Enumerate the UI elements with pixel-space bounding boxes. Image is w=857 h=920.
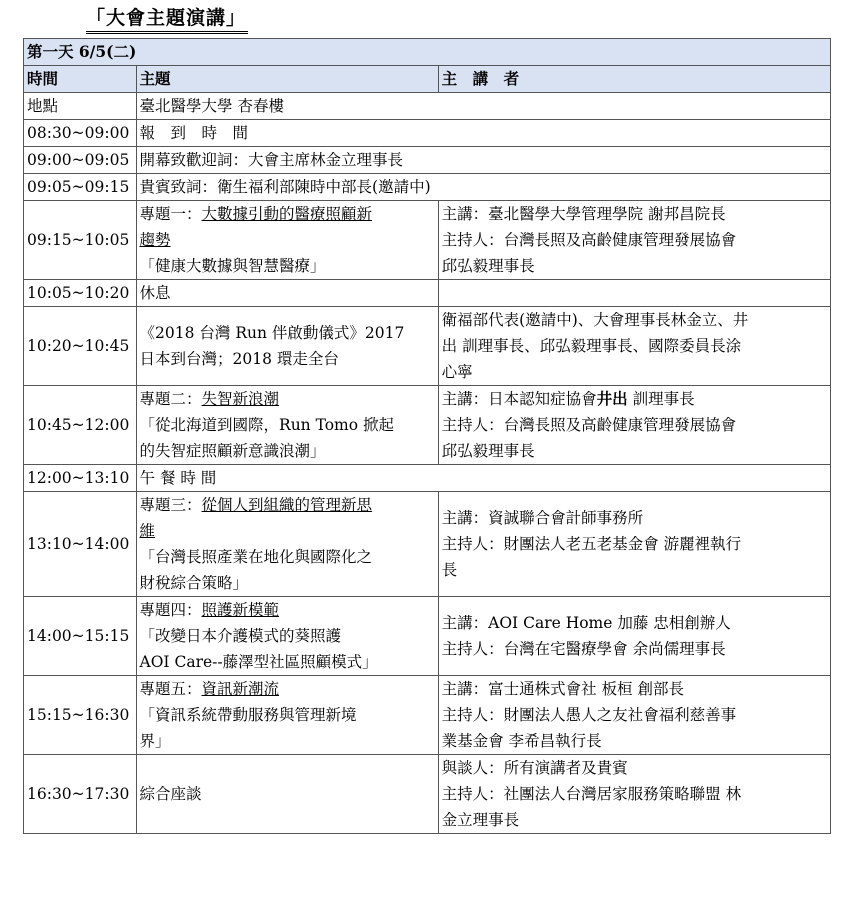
venue-label: 地點 — [24, 93, 137, 120]
topic-title: 資訊新潮流 — [201, 680, 280, 698]
speaker-line: 長 — [441, 561, 458, 579]
speaker-line: 主持人：社團法人台灣居家服務策略聯盟 林 — [441, 785, 742, 803]
row-time: 10:05~10:20 — [24, 280, 137, 307]
row-time: 15:15~16:30 — [24, 676, 137, 755]
topic-text: 綜合座談 — [139, 785, 202, 803]
schedule-row — [24, 386, 831, 465]
schedule-row — [24, 597, 831, 676]
topic-subtitle: 「改變日本介護模式的葵照護 — [139, 627, 342, 645]
topic-title: 維 — [139, 522, 156, 540]
day-header-row — [24, 39, 831, 66]
speaker-line: 主持人：台灣在宅醫療學會 余尚儒理事長 — [441, 640, 726, 658]
schedule-row — [24, 492, 831, 597]
topic-title-line — [140, 597, 435, 623]
schedule-row — [24, 174, 831, 201]
speaker-line: 出 訓理事長、邱弘毅理事長、國際委員長涂 — [441, 337, 742, 355]
row-speaker — [438, 307, 830, 386]
speaker-line: 金立理事長 — [441, 811, 520, 829]
topic-text: 貴賓致詞：衛生福利部陳時中部長(邀請中) — [139, 178, 431, 196]
column-header-topic: 主題 — [136, 66, 438, 93]
speaker-name: 井出 — [596, 389, 628, 408]
row-topic — [136, 307, 438, 386]
schedule-row — [24, 147, 831, 174]
row-topic — [136, 386, 438, 465]
speaker-line: 主講：富士通株式會社 板桓 創部長 — [441, 680, 684, 698]
row-topic — [136, 280, 438, 307]
topic-title-line — [140, 676, 435, 702]
speaker-line: 與談人：所有演講者及貴賓 — [441, 759, 628, 777]
topic-subtitle: 「資訊系統帶動服務與管理新境 — [139, 706, 357, 724]
schedule-row — [24, 307, 831, 386]
speaker-line: 業基金會 李希昌執行長 — [441, 732, 602, 750]
row-topic — [136, 597, 438, 676]
row-speaker — [438, 280, 830, 307]
row-time: 09:15~10:05 — [24, 201, 137, 280]
topic-title-line — [140, 518, 435, 544]
day-header: 第一天 6/5(二) — [24, 39, 831, 66]
topic-subtitle: 「從北海道到國際，Run Tomo 掀起 — [139, 416, 395, 434]
speaker-line: 主持人：財團法人愚人之友社會福利慈善事 — [441, 706, 737, 724]
row-time: 14:00~15:15 — [24, 597, 137, 676]
schedule-row — [24, 676, 831, 755]
topic-text: 午 餐 時 間 — [139, 469, 217, 487]
schedule-table — [23, 38, 831, 834]
row-time: 16:30~17:30 — [24, 755, 137, 834]
topic-title-line — [140, 227, 435, 253]
speaker-line — [442, 386, 827, 412]
row-speaker — [438, 492, 830, 597]
topic-prefix: 專題二： — [139, 390, 202, 408]
row-topic — [136, 465, 830, 492]
topic-subtitle: 界」 — [139, 732, 171, 750]
speaker-line: 主講：AOI Care Home 加藤 忠相創辦人 — [441, 614, 731, 632]
schedule-row — [24, 755, 831, 834]
speaker-line: 主持人：財團法人老五老基金會 游麗裡執行 — [441, 535, 742, 553]
topic-text: 休息 — [139, 284, 171, 302]
topic-title: 從個人到組織的管理新思 — [201, 496, 373, 514]
schedule-row — [24, 280, 831, 307]
topic-subtitle: 「台灣長照產業在地化與國際化之 — [139, 548, 373, 566]
speaker-line: 邱弘毅理事長 — [441, 442, 535, 460]
schedule-row — [24, 120, 831, 147]
topic-subtitle: AOI Care--藤澤型社區照顧模式」 — [139, 653, 378, 671]
speaker-suffix: 訓理事長 — [627, 390, 695, 408]
topic-title-line — [140, 492, 435, 518]
topic-text: 開幕致歡迎詞：大會主席林金立理事長 — [139, 151, 404, 169]
column-header-time: 時間 — [24, 66, 137, 93]
venue-value: 臺北醫學大學 杏春樓 — [136, 93, 830, 120]
topic-title-line — [140, 201, 435, 227]
topic-title-line — [140, 386, 435, 412]
topic-prefix: 專題五： — [139, 680, 202, 698]
row-speaker — [438, 201, 830, 280]
topic-text: 《2018 台灣 Run 伴啟動儀式》2017 — [139, 324, 405, 342]
topic-prefix: 專題四： — [139, 601, 202, 619]
topic-text: 報 到 時 間 — [139, 124, 249, 142]
row-time: 08:30~09:00 — [24, 120, 137, 147]
column-header-speaker: 主 講 者 — [438, 66, 830, 93]
topic-subtitle: 的失智症照顧新意識浪潮」 — [139, 442, 326, 460]
column-header-row — [24, 66, 831, 93]
topic-title: 大數據引動的醫療照顧新 — [201, 205, 373, 223]
row-speaker — [438, 755, 830, 834]
venue-row — [24, 93, 831, 120]
row-speaker — [438, 597, 830, 676]
row-topic — [136, 147, 830, 174]
row-time: 13:10~14:00 — [24, 492, 137, 597]
topic-subtitle: 財稅綜合策略」 — [139, 574, 249, 592]
speaker-prefix: 主講：日本認知症協會 — [441, 390, 597, 408]
schedule-row — [24, 465, 831, 492]
row-time: 12:00~13:10 — [24, 465, 137, 492]
speaker-line: 衛福部代表(邀請中)、大會理事長林金立、井 — [441, 311, 749, 329]
speaker-line: 邱弘毅理事長 — [441, 257, 535, 275]
row-time: 09:00~09:05 — [24, 147, 137, 174]
speaker-line: 心寧 — [441, 363, 473, 381]
speaker-line: 主持人：台灣長照及高齡健康管理發展協會 — [441, 416, 737, 434]
row-speaker — [438, 676, 830, 755]
schedule-row — [24, 201, 831, 280]
speaker-line: 主講：資誠聯合會計師事務所 — [441, 509, 644, 527]
topic-title: 失智新浪潮 — [201, 390, 280, 408]
topic-title: 趨勢 — [139, 231, 171, 249]
speaker-line: 主持人：台灣長照及高齡健康管理發展協會 — [441, 231, 737, 249]
row-topic — [136, 174, 830, 201]
topic-title: 照護新模範 — [201, 601, 280, 619]
row-topic — [136, 201, 438, 280]
row-topic — [136, 755, 438, 834]
row-time: 09:05~09:15 — [24, 174, 137, 201]
row-topic — [136, 492, 438, 597]
topic-prefix: 專題一： — [139, 205, 202, 223]
topic-subtitle: 「健康大數據與智慧醫療」 — [139, 257, 326, 275]
row-time: 10:20~10:45 — [24, 307, 137, 386]
row-speaker — [438, 386, 830, 465]
row-time: 10:45~12:00 — [24, 386, 137, 465]
page-title: 「大會主題演講」 — [86, 6, 248, 34]
page-title-wrap — [86, 6, 248, 34]
speaker-line: 主講：臺北醫學大學管理學院 謝邦昌院長 — [441, 205, 726, 223]
topic-prefix: 專題三： — [139, 496, 202, 514]
row-topic — [136, 120, 830, 147]
topic-text: 日本到台灣；2018 環走全台 — [139, 350, 339, 368]
row-topic — [136, 676, 438, 755]
